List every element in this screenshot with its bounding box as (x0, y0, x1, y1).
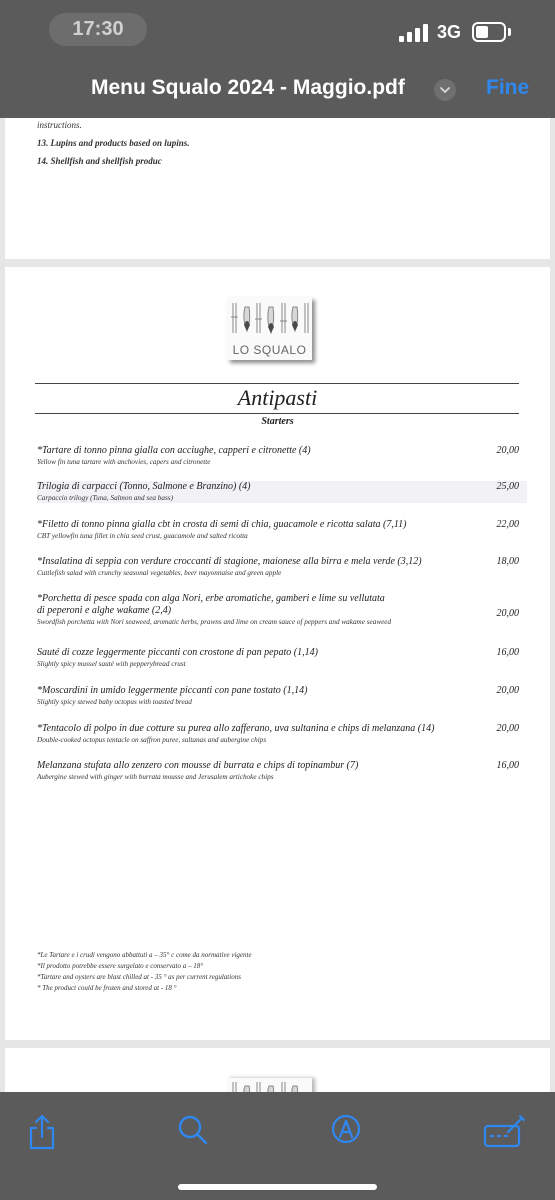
menu-item-name: Sauté di cozze leggermente piccanti con crostone di pan pepato (1,14) (37, 647, 318, 658)
divider (35, 413, 519, 414)
menu-item-description: Aubergine stewed with ginger with burrata mousse and Jerusalem artichoke chips (37, 773, 274, 781)
menu-item (37, 593, 527, 627)
footnote: *Tartare and oysters are blast chilled at - 35 ° as per current regulations (37, 973, 241, 981)
menu-item-name: *Tentacolo di polpo in due cotture su purea allo zafferano, uva sultanina e chips di melanzana (14) (37, 723, 435, 734)
menu-item-name-continued: di peperoni e alghe wakame (2,4) (37, 605, 172, 616)
menu-item-description: CBT yellowfin tuna fillet in chia seed crust, guacamole and salted ricotta (37, 532, 248, 540)
home-indicator[interactable] (178, 1184, 377, 1190)
menu-item (37, 685, 527, 707)
top-bar (0, 0, 555, 118)
menu-item (37, 760, 527, 782)
pdf-page-antipasti (5, 267, 550, 1040)
markup-icon[interactable] (326, 1112, 366, 1152)
status-time: 17:30 (72, 18, 124, 40)
menu-item-price: 16,00 (496, 760, 519, 771)
menu-item-description: Carpaccio trilogy (Tuna, Salmon and sea bass) (37, 494, 173, 502)
menu-item-name: Melanzana stufata allo zenzero con mousse di burrata e chips di topinambur (7) (37, 760, 359, 771)
menu-item-price: 20,00 (496, 723, 519, 734)
prev-page-text: 13. Lupins and products based on lupins. (37, 138, 190, 148)
cellular-signal-icon (399, 24, 429, 42)
menu-item-price: 22,00 (496, 519, 519, 530)
menu-item-name: *Insalatina di seppia con verdure croccanti di stagione, maionese alla birra e mela verde (3,12) (37, 556, 422, 567)
document-title[interactable]: Menu Squalo 2024 - Maggio.pdf (91, 76, 405, 99)
section-subtitle: Starters (261, 416, 294, 427)
menu-item-description: Double-cooked octopus tentacle on saffron puree, sultanas and aubergine chips (37, 736, 267, 744)
menu-item-description: Slightly spicy mussel sauté with pepperybread crust (37, 660, 186, 668)
section-title: Antipasti (237, 385, 318, 410)
menu-item-description: Swordfish porchetta with Nori seaweed, aromatic herbs, prawns and lime on cream sauce of peppers and wakame seaweed (37, 618, 392, 626)
search-icon[interactable] (173, 1112, 213, 1152)
battery-tip (508, 28, 511, 36)
menu-item-price: 16,00 (496, 647, 519, 658)
menu-item (37, 647, 527, 669)
chevron-down-icon[interactable] (434, 79, 456, 101)
menu-item-name: *Filetto di tonno pinna gialla cbt in crosta di semi di chia, guacamole e ricotta salata (7,11) (37, 519, 407, 530)
menu-item (37, 481, 527, 503)
menu-item-description: Cuttlefish salad with crunchy seasonal vegetables, beer mayonnaise and green apple (37, 569, 282, 577)
status-time-pill (49, 13, 147, 46)
menu-item (37, 723, 527, 745)
divider (35, 383, 519, 384)
menu-item-price: 18,00 (496, 556, 519, 567)
menu-item-description: Yellow fin tuna tartare with anchovies, capers and citronette (37, 458, 211, 466)
prev-page-text: 14. Shellfish and shellfish produc (37, 156, 162, 166)
battery-icon (472, 22, 506, 42)
menu-item (37, 445, 527, 467)
menu-item-name: *Porchetta di pesce spada con alga Nori, erbe aromatiche, gamberi e lime su vellutata (37, 593, 385, 604)
menu-item-price: 20,00 (496, 685, 519, 696)
menu-item (37, 556, 527, 578)
menu-item-name: Trilogia di carpacci (Tonno, Salmone e Branzino) (4) (37, 481, 251, 492)
menu-item-price: 20,00 (496, 608, 519, 619)
annotate-icon[interactable] (482, 1112, 522, 1152)
menu-item-price: 25,00 (496, 481, 519, 492)
done-button[interactable]: Fine (486, 76, 530, 99)
footnote: *Le Tartare e i crudi vengono abbattuti a – 35° c come da normative vigente (37, 951, 252, 959)
network-type: 3G (437, 22, 462, 42)
menu-item-name: *Moscardini in umido leggermente piccanti con pane tostato (1,14) (37, 685, 308, 696)
share-icon[interactable] (22, 1112, 62, 1152)
prev-page-text: instructions. (37, 120, 82, 130)
footnote: * The product could be frozen and stored at - 18 ° (37, 984, 177, 992)
logo-text: LO SQUALO (232, 343, 307, 357)
menu-item-description: Slightly spicy stewed baby octopus with toasted bread (37, 698, 192, 706)
menu-item-price: 20,00 (496, 445, 519, 456)
footnote: *Il prodotto potrebbe essere surgelato e conservato a – 18° (37, 962, 204, 970)
restaurant-logo (227, 297, 312, 360)
menu-item-name: *Tartare di tonno pinna gialla con acciughe, capperi e citronette (4) (37, 445, 311, 456)
menu-item (37, 519, 527, 541)
pdf-page-previous (5, 118, 550, 259)
